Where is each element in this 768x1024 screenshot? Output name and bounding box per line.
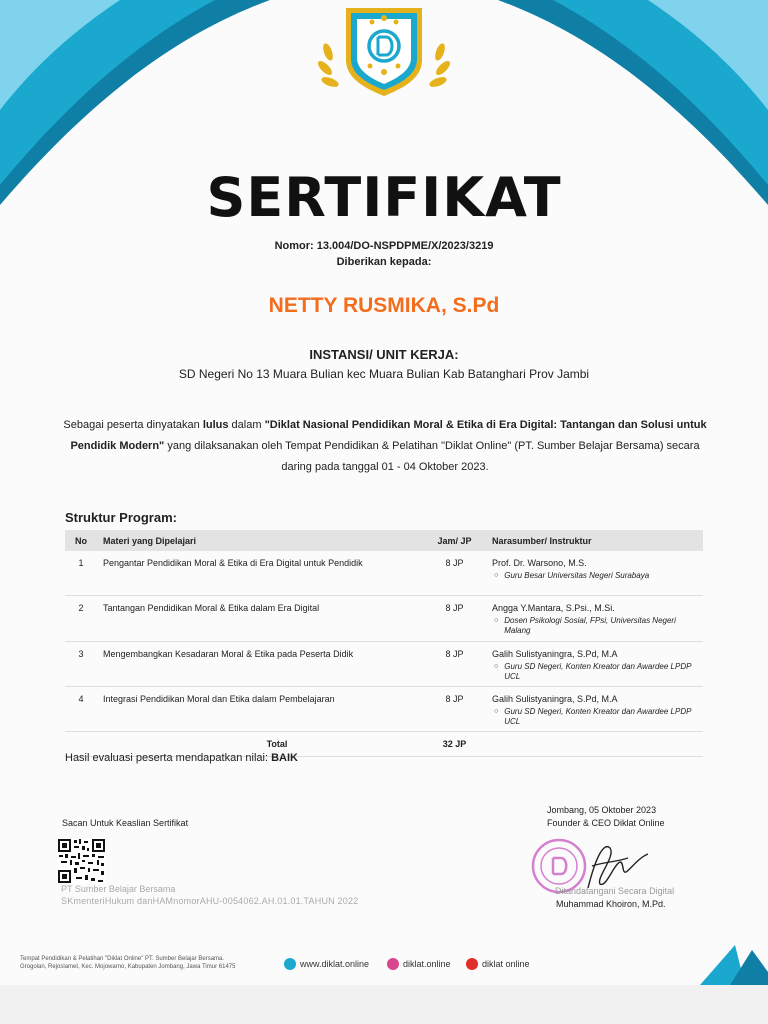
total-label: Total (97, 731, 423, 756)
recipient-name: NETTY RUSMIKA, S.Pd (268, 294, 500, 317)
certificate-number: Nomor: 13.004/DO-NSPDPME/X/2023/3219 (274, 240, 494, 252)
col-header-narasumber: Narasumber/ Instruktur (486, 530, 703, 551)
row-instructor-cell (486, 686, 703, 731)
row-materi: Mengembangkan Kesadaran Moral & Etika pada Peserta Didik (97, 641, 423, 686)
evaluation-grade: BAIK (271, 752, 298, 764)
program-table (65, 530, 703, 757)
footer-youtube[interactable]: diklat online (466, 958, 530, 970)
company-sk-number: SKmenteriHukum danHAMnomorAHU-0054062.AH.01.01.TAHUN 2022 (61, 896, 359, 906)
company-name: PT Sumber Belajar Bersama (61, 884, 176, 894)
given-to-label: Diberikan kepada: (336, 256, 432, 268)
program-structure-title: Struktur Program: (65, 510, 177, 525)
row-no: 2 (65, 595, 97, 641)
certificate-title: SERTIFIKAT (206, 166, 562, 229)
instructor-name: Galih Sulistyaningra, S.Pd, M.A (492, 648, 618, 659)
row-materi: Tantangan Pendidikan Moral & Etika dalam Era Digital (97, 595, 423, 641)
footer-instagram[interactable]: diklat.online (387, 958, 451, 970)
bullet-icon: ○ (494, 662, 499, 670)
table-row (65, 641, 703, 686)
row-instructor-cell (486, 551, 703, 595)
col-header-materi: Materi yang Dipelajari (97, 530, 423, 551)
instructor-role: Guru Besar Universitas Negeri Surabaya (504, 571, 650, 580)
institution-heading: INSTANSI/ UNIT KERJA: (309, 347, 459, 362)
col-header-jp: Jam/ JP (423, 530, 486, 551)
row-jp: 8 JP (423, 686, 486, 731)
verification-qr-code[interactable] (57, 838, 106, 884)
diklat-online-logo (316, 2, 452, 98)
signer-name: Muhammad Khoiron, M.Pd. (556, 899, 666, 909)
footer-address: Tempat Pendidikan & Pelatihan "Diklat Online" PT. Sumber Belajar Bersama. Grogolan, Rejoslamet, Kec. Mojowarno, Kabupaten Jombang, Jawa Timur 61475 (20, 956, 236, 970)
row-materi: Pengantar Pendidikan Moral & Etika di Era Digital untuk Pendidik (97, 551, 423, 595)
row-jp: 8 JP (423, 641, 486, 686)
instructor-role: Guru SD Negeri, Konten Kreator dan Awardee LPDP UCL (504, 706, 692, 726)
signature-date: Jombang, 05 Oktober 2023 (547, 805, 657, 815)
row-materi: Integrasi Pendidikan Moral dan Etika dalam Pembelajaran (97, 686, 423, 731)
table-row (65, 551, 703, 595)
digital-signature-note: Ditandatangani Secara Digital (555, 886, 675, 896)
bullet-icon: ○ (494, 572, 499, 579)
certificate-description: Sebagai peserta dinyatakan lulus dalam "Diklat Nasional Pendidikan Moral & Etika di Era Digital: Tantangan dan Solusi untuk Pendidik Modern" yang dilaksanakan oleh Tempat Pendidikan & Pelatihan "Diklat Online" (PT. Sumber Belajar Bersama) secara daring pada tanggal 01 - 04 Oktober 2023. (63, 419, 707, 473)
bullet-icon: ○ (494, 707, 499, 715)
instructor-name: Angga Y.Mantara, S.Psi., M.Si. (492, 602, 615, 613)
globe-icon (284, 958, 296, 970)
signer-position: Founder & CEO Diklat Online (547, 818, 665, 828)
table-row (65, 595, 703, 641)
bullet-icon: ○ (494, 616, 499, 624)
row-no: 1 (65, 551, 97, 595)
row-jp: 8 JP (423, 551, 486, 595)
total-value: 32 JP (423, 731, 486, 756)
table-header-row (65, 530, 703, 551)
row-no: 3 (65, 641, 97, 686)
institution-value: SD Negeri No 13 Muara Bulian kec Muara Bulian Kab Batanghari Prov Jambi (178, 367, 590, 381)
footer-website[interactable]: www.diklat.online (284, 958, 369, 970)
row-no: 4 (65, 686, 97, 731)
table-row (65, 686, 703, 731)
row-instructor-cell (486, 641, 703, 686)
scan-instruction: Sacan Untuk Keaslian Sertifikat (62, 818, 189, 828)
instructor-name: Prof. Dr. Warsono, M.S. (492, 558, 587, 568)
page-bottom-margin (0, 985, 768, 1024)
evaluation-result: Hasil evaluasi peserta mendapatkan nilai: BAIK (65, 752, 298, 764)
youtube-icon (466, 958, 478, 970)
col-header-no: No (65, 530, 97, 551)
instagram-icon (387, 958, 399, 970)
instructor-name: Galih Sulistyaningra, S.Pd, M.A (492, 693, 618, 704)
row-jp: 8 JP (423, 595, 486, 641)
instructor-role: Dosen Psikologi Sosial, FPsi, Universitas Negeri Malang (504, 615, 676, 635)
row-instructor-cell (486, 595, 703, 641)
instructor-role: Guru SD Negeri, Konten Kreator dan Awardee LPDP UCL (504, 661, 692, 681)
